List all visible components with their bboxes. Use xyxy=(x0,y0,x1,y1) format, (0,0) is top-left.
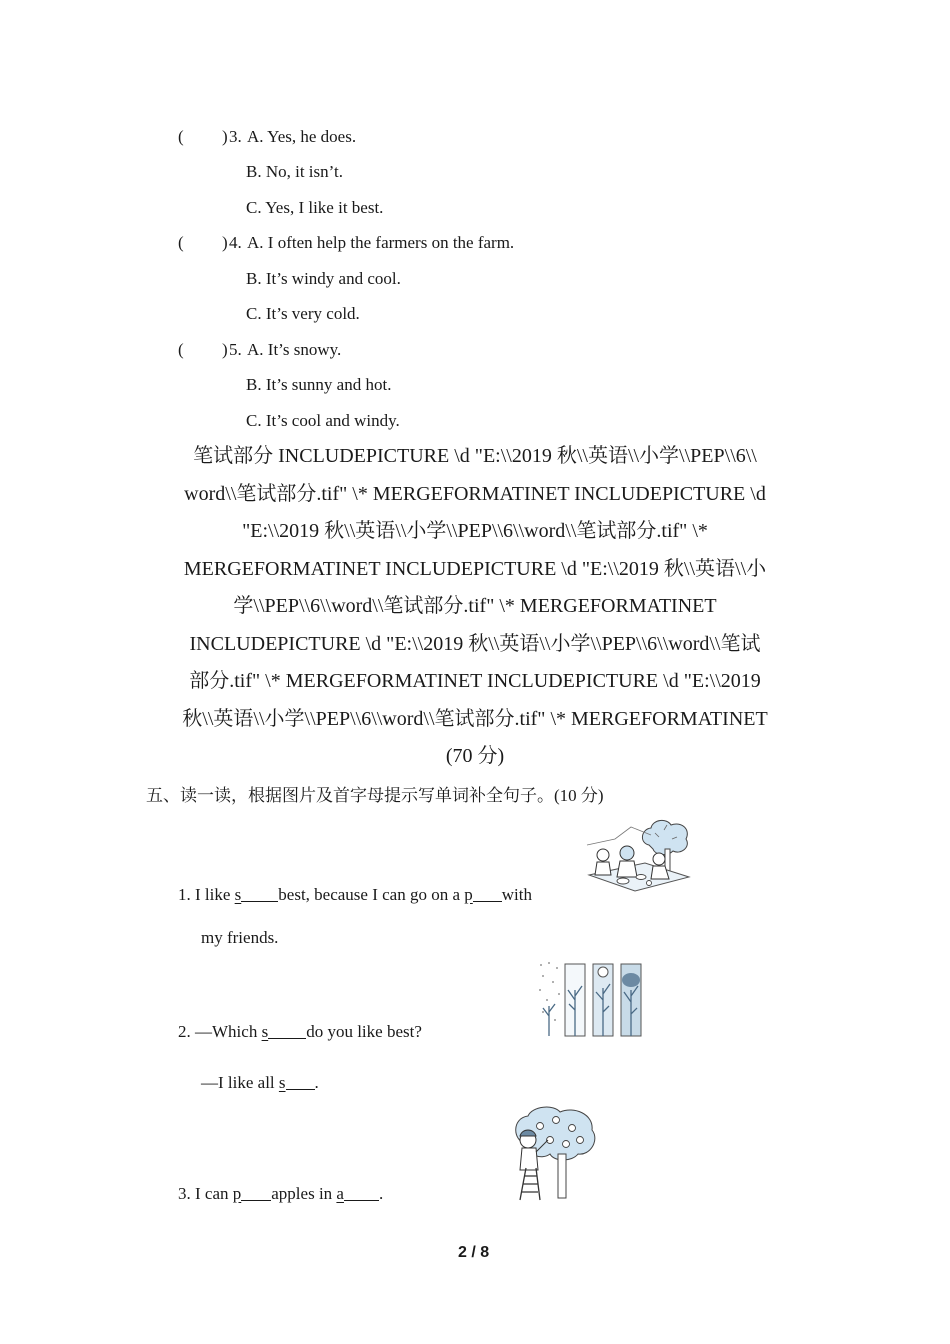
heading-line: 笔试部分 INCLUDEPICTURE \d "E:\\2019 秋\\英语\\小学\\PEP\\6\\ xyxy=(193,445,757,467)
page-number: 2 / 8 xyxy=(458,1244,490,1261)
text: . xyxy=(378,1184,384,1203)
option-b: B. It’s windy and cool. xyxy=(246,269,401,288)
answer-paren-open: ( xyxy=(178,340,184,359)
hint-letter: p xyxy=(232,1184,242,1203)
answer-blank[interactable] xyxy=(344,1184,379,1201)
item-2-answer xyxy=(201,1073,319,1093)
option-a: A. It’s snowy. xyxy=(247,340,342,359)
answer-paren-close: ) xyxy=(222,340,228,359)
option-b: B. No, it isn’t. xyxy=(246,162,343,181)
answer-paren-open: ( xyxy=(178,127,184,146)
heading-line: 学\\PEP\\6\\word\\笔试部分.tif" \* MERGEFORMATINET xyxy=(233,595,717,617)
option-c: C. Yes, I like it best. xyxy=(246,198,384,217)
hill-outline xyxy=(587,827,651,845)
ladder-icon xyxy=(520,1168,540,1200)
answer-blank[interactable] xyxy=(241,885,278,902)
text: . xyxy=(314,1073,319,1092)
hint-letter: a xyxy=(336,1184,344,1203)
score-label: (70 分) xyxy=(445,745,505,767)
option-a: A. Yes, he does. xyxy=(247,127,357,146)
item-1-sentence xyxy=(178,885,532,905)
text: 3. I can xyxy=(178,1184,233,1203)
text: 2. —Which xyxy=(178,1022,262,1041)
text: —I like all xyxy=(201,1073,279,1092)
hint-letter: s xyxy=(278,1073,286,1092)
answer-paren-open: ( xyxy=(178,233,184,252)
heading-line: MERGEFORMATINET INCLUDEPICTURE \d "E:\\2019 秋\\英语\\小 xyxy=(183,557,767,580)
text: do you like best? xyxy=(306,1022,422,1041)
sun-icon xyxy=(598,967,608,977)
answer-blank[interactable] xyxy=(268,1022,306,1039)
option-a: A. I often help the farmers on the farm. xyxy=(247,233,515,252)
text: 1. I like xyxy=(178,885,235,904)
item-1-continuation: my friends. xyxy=(201,928,279,947)
cloud-icon xyxy=(622,973,640,987)
answer-paren-close: ) xyxy=(222,233,228,252)
hint-letter: s xyxy=(261,1022,269,1041)
heading-line: word\\笔试部分.tif" \* MERGEFORMATINET INCLUDEPICTURE \d xyxy=(184,482,766,505)
text: with xyxy=(501,885,532,904)
answer-paren-close: ) xyxy=(222,127,228,146)
hint-letter: p xyxy=(464,885,473,904)
question-number: 4. xyxy=(229,233,242,252)
heading-line: 部分.tif" \* MERGEFORMATINET INCLUDEPICTURE \d "E:\\2019 xyxy=(189,670,761,692)
item-2-question xyxy=(178,1022,422,1042)
four-seasons-illustration xyxy=(537,960,650,1040)
text: apples in xyxy=(271,1184,337,1203)
picking-apples-illustration xyxy=(506,1104,600,1202)
option-c: C. It’s cool and windy. xyxy=(246,411,400,430)
picnic-illustration xyxy=(585,815,695,893)
option-c: C. It’s very cold. xyxy=(246,304,360,323)
written-part-heading xyxy=(140,438,810,776)
option-b: B. It’s sunny and hot. xyxy=(246,375,392,394)
hint-letter: s xyxy=(234,885,242,904)
answer-blank[interactable] xyxy=(473,885,502,902)
section-5-title: 五、读一读，根据图片及首字母提示写单词补全句子。(10 分) xyxy=(146,786,604,805)
heading-line: 秋\\英语\\小学\\PEP\\6\\word\\笔试部分.tif" \* MERGEFORMATINET xyxy=(182,707,768,730)
answer-blank[interactable] xyxy=(241,1184,271,1201)
heading-line: INCLUDEPICTURE \d "E:\\2019 秋\\英语\\小学\\PEP\\6\\word\\笔试 xyxy=(189,632,761,655)
question-number: 3. xyxy=(229,127,242,146)
text: best, because I can go on a xyxy=(278,885,465,904)
answer-blank[interactable] xyxy=(286,1073,315,1090)
item-3-sentence xyxy=(178,1184,383,1204)
question-number: 5. xyxy=(229,340,242,359)
heading-line: "E:\\2019 秋\\英语\\小学\\PEP\\6\\word\\笔试部分.tif" \* xyxy=(242,520,708,542)
